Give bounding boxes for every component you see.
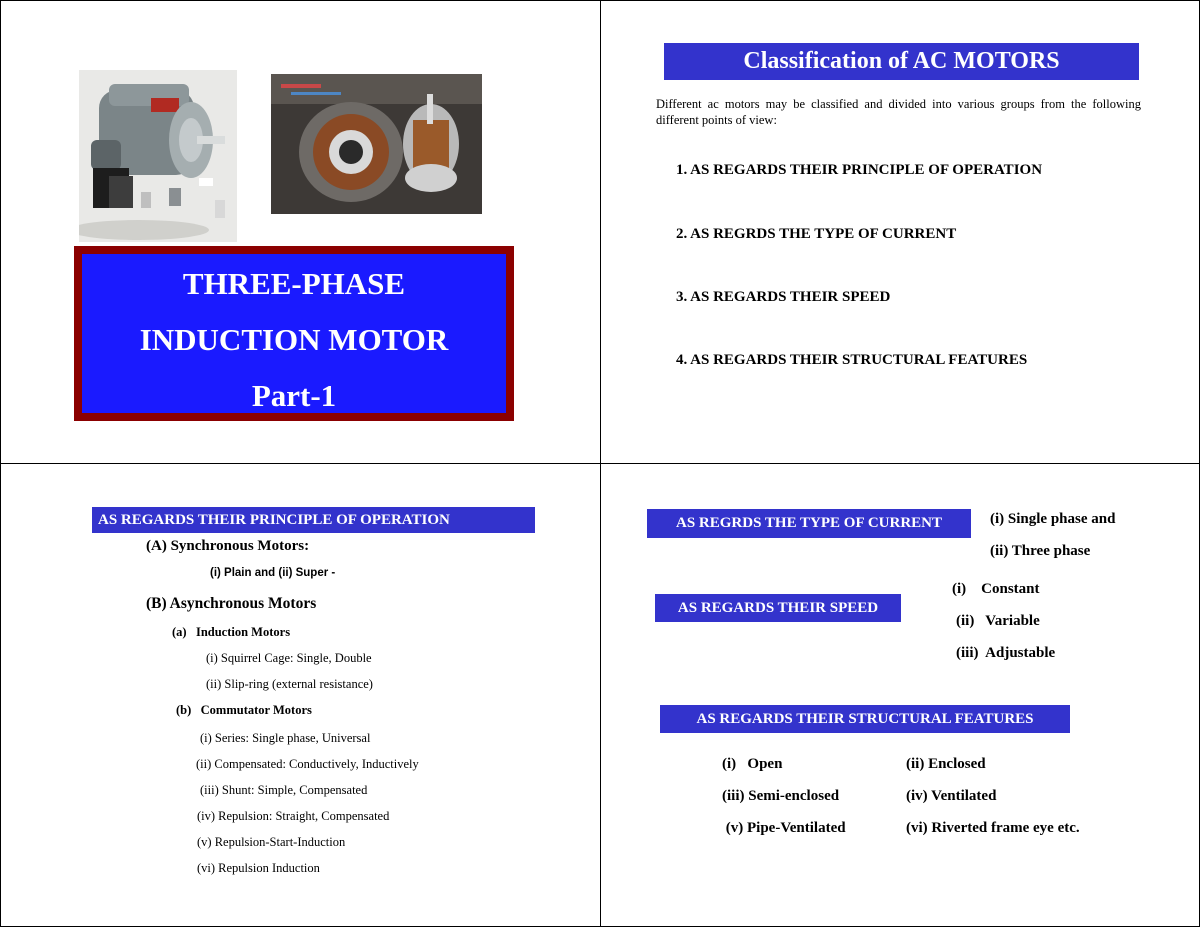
speed-item-2: (ii) Variable [956,613,1040,629]
commutator-item-5: (v) Repulsion-Start-Induction [197,835,346,849]
classification-item-1: 1. AS REGARDS THEIR PRINCIPLE OF OPERATION [676,162,1043,178]
sync-motors: (A) Synchronous Motors: [146,538,310,554]
classification-intro: Different ac motors may be classified and divided into various groups from the following different points of view: [656,97,1141,127]
struct-item-semi-enclosed: (iii) Semi-enclosed [722,788,840,804]
classification-item-4: 4. AS REGARDS THEIR STRUCTURAL FEATURES [676,352,1028,368]
title-line-1: THREE-PHASE [182,266,406,301]
async-motors: (B) Asynchronous Motors [146,595,317,612]
speed-heading: AS REGARDS THEIR SPEED [655,594,901,622]
commutator-motors-label: (b) Commutator Motors [176,703,312,717]
sync-types: (i) Plain and (ii) Super - [210,567,336,579]
commutator-item-6: (vi) Repulsion Induction [197,861,320,875]
commutator-item-2: (ii) Compensated: Conductively, Inductively [196,757,419,771]
induction-item-1: (i) Squirrel Cage: Single, Double [206,651,372,665]
title-panel [82,254,506,413]
struct-item-pipe-ventilated: (v) Pipe-Ventilated [722,820,846,836]
commutator-item-3: (iii) Shunt: Simple, Compensated [200,783,368,797]
struct-item-ventilated: (iv) Ventilated [906,788,997,804]
principle-heading: AS REGARDS THEIR PRINCIPLE OF OPERATION [92,507,535,533]
classification-item-3: 3. AS REGARDS THEIR SPEED [676,289,891,305]
title-line-3: Part-1 [251,378,337,413]
stator-rotor-photo [271,74,482,214]
struct-item-enclosed: (ii) Enclosed [906,756,986,772]
current-item-1: (i) Single phase and [990,511,1116,527]
current-item-2: (ii) Three phase [990,543,1091,559]
commutator-item-1: (i) Series: Single phase, Universal [200,731,371,745]
induction-motors-label: (a) Induction Motors [172,625,291,639]
title-line-2: INDUCTION MOTOR [139,322,449,357]
current-heading: AS REGRDS THE TYPE OF CURRENT [647,509,971,538]
struct-item-open: (i) Open [722,756,783,772]
classification-item-2: 2. AS REGRDS THE TYPE OF CURRENT [676,226,957,242]
horizontal-divider [0,463,1200,464]
speed-item-3: (iii) Adjustable [956,645,1056,661]
commutator-item-4: (iv) Repulsion: Straight, Compensated [197,809,390,823]
electric-motor-photo [79,70,237,242]
struct-item-riverted-frame: (vi) Riverted frame eye etc. [906,820,1080,836]
speed-item-1: (i) Constant [952,581,1040,597]
induction-item-2: (ii) Slip-ring (external resistance) [206,677,373,691]
classification-heading: Classification of AC MOTORS [664,43,1139,80]
title-box [74,246,514,421]
structural-heading: AS REGARDS THEIR STRUCTURAL FEATURES [660,705,1070,733]
